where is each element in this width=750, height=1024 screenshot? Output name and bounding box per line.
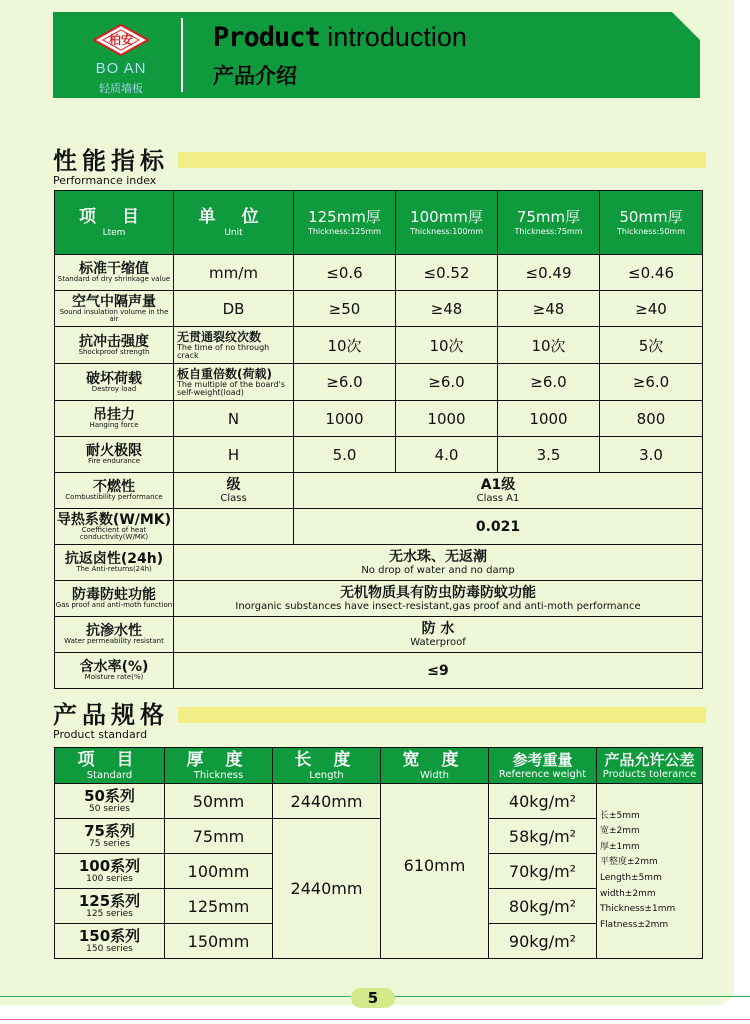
series-label: 75系列 75 series	[55, 819, 165, 854]
weight-cell: 90kg/m²	[489, 924, 597, 959]
header-weight: 参考重量 Reference weight	[489, 748, 597, 784]
header-item: 项 目 Ltem	[55, 191, 174, 255]
cell-75: ≥48	[498, 291, 600, 327]
series-label: 100系列 100 series	[55, 854, 165, 889]
tolerance-line: width±2mm	[600, 888, 656, 899]
page-number: 5	[351, 988, 395, 1008]
table-row	[55, 255, 703, 291]
row-unit: 无贯通裂纹次数 The time of no through crack	[174, 327, 294, 364]
logo-chinese-text: 柏安	[108, 33, 133, 47]
table-row	[55, 581, 703, 617]
row-label: 空气中隔声量 Sound insulation volume in the air	[55, 291, 174, 327]
company-logo	[71, 22, 181, 94]
row-unit: DB	[174, 291, 294, 327]
width-cell: 610mm	[381, 784, 489, 959]
cell-75: ≥6.0	[498, 364, 600, 401]
standard-section-title	[53, 701, 169, 741]
header-75: 75mm厚 Thickness:75mm	[498, 191, 600, 255]
footer-line-pink	[0, 1019, 750, 1020]
thickness-cell: 50mm	[165, 784, 273, 819]
title-rest: introduction	[319, 22, 467, 52]
row-unit: N	[174, 401, 294, 437]
row-label: 防毒防蛀功能 Gas proof and anti-moth function	[55, 581, 174, 617]
header-corner-notch	[671, 11, 701, 41]
table-row	[55, 784, 703, 819]
length-cell: 2440mm	[273, 784, 381, 819]
row-unit: 板自重倍数(荷载) The multiple of the board's self-weight(load)	[174, 364, 294, 401]
tolerance-line: 宽±2mm	[600, 826, 640, 837]
weight-cell: 40kg/m²	[489, 784, 597, 819]
section-title-en: Product standard	[53, 728, 148, 741]
header-banner	[53, 12, 700, 98]
table-row	[55, 545, 703, 581]
cell-125: ≥6.0	[294, 364, 396, 401]
cell-125: ≤0.6	[294, 255, 396, 291]
cell-50: ≥40	[600, 291, 703, 327]
thickness-cell: 150mm	[165, 924, 273, 959]
table-row	[55, 401, 703, 437]
section-title-cn: 产品规格	[53, 701, 169, 729]
cell-50: 3.0	[600, 437, 703, 473]
header-50: 50mm厚 Thickness:50mm	[600, 191, 703, 255]
cell-75: 3.5	[498, 437, 600, 473]
thickness-cell: 100mm	[165, 854, 273, 889]
row-label: 抗返卤性(24h) The Anti-returns(24h)	[55, 545, 174, 581]
span-value: 0.021	[294, 509, 703, 545]
performance-table	[54, 190, 703, 689]
row-unit-empty	[174, 509, 294, 545]
section-accent-bar	[178, 152, 706, 168]
header-125: 125mm厚 Thickness:125mm	[294, 191, 396, 255]
table-row	[55, 653, 703, 689]
tolerance-line: 厚±1mm	[600, 841, 640, 852]
table-row	[55, 437, 703, 473]
title-bold-word: Product	[213, 22, 320, 53]
table-row	[55, 617, 703, 653]
row-unit: H	[174, 437, 294, 473]
tolerance-line: Thickness±1mm	[600, 904, 676, 915]
series-label: 50系列 50 series	[55, 784, 165, 819]
cell-100: ≥6.0	[396, 364, 498, 401]
row-unit: mm/m	[174, 255, 294, 291]
header-tolerance: 产品允许公差 Products tolerance	[597, 748, 703, 784]
row-label: 不燃性 Combustibility performance	[55, 473, 174, 509]
table-row	[55, 364, 703, 401]
logo-subtitle: 轻质墙板	[99, 82, 143, 95]
cell-100: 10次	[396, 327, 498, 364]
span-value: 防 水 Waterproof	[174, 617, 703, 653]
row-label: 导热系数(W/MK) Coefficient of heat conductivity(W/MK)	[55, 509, 174, 545]
series-label: 150系列 150 series	[55, 924, 165, 959]
thickness-cell: 125mm	[165, 889, 273, 924]
row-label: 标准干缩值 Standard of dry shrinkage value	[55, 255, 174, 291]
cell-50: ≤0.46	[600, 255, 703, 291]
logo-english-text: BO AN	[95, 60, 147, 77]
weight-cell: 70kg/m²	[489, 854, 597, 889]
row-unit: 级 Class	[174, 473, 294, 509]
cell-75: 1000	[498, 401, 600, 437]
cell-125: 10次	[294, 327, 396, 364]
table-row	[55, 473, 703, 509]
row-label: 抗冲击强度 Shockproof strength	[55, 327, 174, 364]
span-value: 无机物质具有防虫防毒防蚊功能 Inorganic substances have insect-resistant,gas proof and anti-moth performance	[174, 581, 703, 617]
row-label: 吊挂力 Hanging force	[55, 401, 174, 437]
table-row	[55, 291, 703, 327]
span-value: A1级 Class A1	[294, 473, 703, 509]
header-unit: 单 位 Unit	[174, 191, 294, 255]
cell-100: ≥48	[396, 291, 498, 327]
tolerance-line: 平整度±2mm	[600, 857, 658, 868]
cell-100: 1000	[396, 401, 498, 437]
table-header-row	[55, 191, 703, 255]
length-cell: 2440mm	[273, 819, 381, 959]
series-label: 125系列 125 series	[55, 889, 165, 924]
page-title-chinese: 产品介绍	[213, 64, 297, 88]
header-100: 100mm厚 Thickness:100mm	[396, 191, 498, 255]
table-header-row	[55, 748, 703, 784]
row-label: 含水率(%) Moisture rate(%)	[55, 653, 174, 689]
row-label: 抗渗水性 Water permeability resistant	[55, 617, 174, 653]
header-divider	[181, 18, 183, 92]
header-thickness: 厚 度 Thickness	[165, 748, 273, 784]
thickness-cell: 75mm	[165, 819, 273, 854]
performance-section-title	[53, 147, 169, 187]
cell-50: 800	[600, 401, 703, 437]
tolerance-line: Flatness±2mm	[600, 919, 669, 930]
header-width: 宽 度 Width	[381, 748, 489, 784]
header-standard: 项 目 Standard	[55, 748, 165, 784]
weight-cell: 58kg/m²	[489, 819, 597, 854]
cell-125: 1000	[294, 401, 396, 437]
cell-125: ≥50	[294, 291, 396, 327]
cell-100: ≤0.52	[396, 255, 498, 291]
cell-75: ≤0.49	[498, 255, 600, 291]
cell-50: ≥6.0	[600, 364, 703, 401]
span-value: 无水珠、无返潮 No drop of water and no damp	[174, 545, 703, 581]
span-value: ≤9	[174, 653, 703, 689]
tolerance-line: Length±5mm	[600, 873, 662, 883]
section-title-en: Performance index	[53, 174, 157, 187]
header-length: 长 度 Length	[273, 748, 381, 784]
tolerance-cell	[597, 784, 703, 959]
table-row	[55, 509, 703, 545]
row-label: 耐火极限 Fire endurance	[55, 437, 174, 473]
row-label: 破坏荷载 Destroy load	[55, 364, 174, 401]
tolerance-line: 长±5mm	[600, 810, 640, 821]
cell-100: 4.0	[396, 437, 498, 473]
cell-50: 5次	[600, 327, 703, 364]
page-title	[213, 22, 467, 53]
table-row	[55, 327, 703, 364]
section-title-cn: 性能指标	[53, 147, 169, 175]
weight-cell: 80kg/m²	[489, 889, 597, 924]
standard-table	[54, 747, 703, 959]
cell-125: 5.0	[294, 437, 396, 473]
cell-75: 10次	[498, 327, 600, 364]
section-accent-bar	[178, 707, 706, 723]
